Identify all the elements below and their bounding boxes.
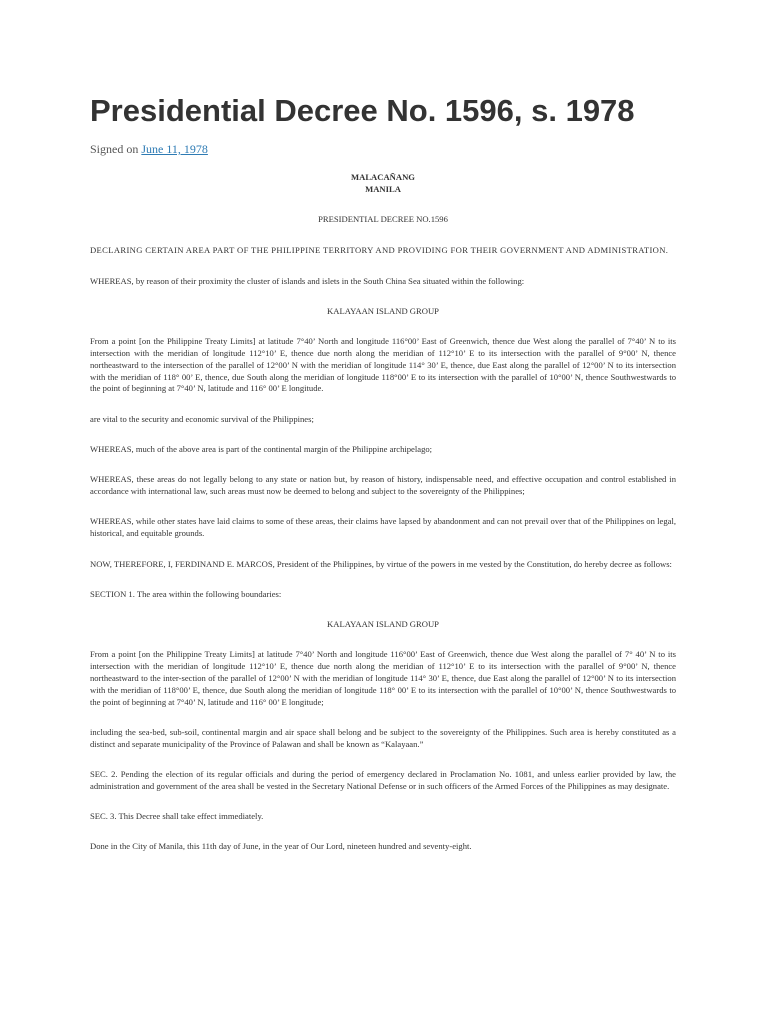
signed-prefix: Signed on	[90, 142, 139, 156]
header-manila: MANILA	[365, 183, 401, 194]
vital-paragraph: are vital to the security and economic survival of the Philippines;	[90, 413, 314, 424]
section-2-paragraph: SEC. 2. Pending the election of its regular officials and during the period of emergency declared in Proclamation No. 1081, and unless earlier provided by law, the administration and government of the area shall be vested in the Secretary National Defense or in such officers of the Armed Forces of the Philippines as may designate.	[90, 769, 676, 791]
boundary-paragraph-1: From a point [on the Philippine Treaty Limits] at latitude 7°40’ North and longitude 116°00’ East of Greenwich, thence due West along the parallel of 7°40’ N to its intersection with the meridian of longitude 112°10’ E, thence due north along the meridian of 112°10’ E to its intersection with the parallel of 9°00’ N, thence northeastward to the intersection of the parallel of 12°00’ N with the meridian of longitude 114° 30’ E, thence, due East along the parallel of 12°00’ N to its intersection with the meridian of 118° 00’ E, thence, due South along the meridian of longitude 118°00’ E to its intersection with the parallel of 10°00’ N, thence Southwestwards to the point of beginning at 7°40’ N, latitude and 116° 00’ E longitude.	[90, 336, 676, 394]
now-therefore-paragraph: NOW, THEREFORE, I, FERDINAND E. MARCOS, President of the Philippines, by virtue of the powers in me vested by the Constitution, do hereby decree as follows:	[90, 558, 672, 569]
header-malacanang: MALACAÑANG	[351, 172, 415, 182]
page-title: Presidential Decree No. 1596, s. 1978	[90, 93, 635, 128]
whereas-paragraph-2: WHEREAS, much of the above area is part of the continental margin of the Philippine archipelago;	[90, 444, 433, 455]
whereas-paragraph-1: WHEREAS, by reason of their proximity the cluster of islands and islets in the South China Sea situated within the following:	[90, 275, 525, 286]
section-3-paragraph: SEC. 3. This Decree shall take effect immediately.	[90, 811, 264, 822]
group-heading-2: KALAYAAN ISLAND GROUP	[327, 619, 439, 630]
including-paragraph: including the sea-bed, sub-soil, continental margin and air space shall belong and be subject to the sovereignty of the Philippines. Such area is hereby constituted as a distinct and separate municipality of the Province of Palawan and shall be known as “Kalayaan.”	[90, 726, 676, 749]
whereas-paragraph-4: WHEREAS, while other states have laid claims to some of these areas, their claims have lapsed by abandonment and can not prevail over that of the Philippines on legal, historical, and equitable grounds.	[90, 516, 676, 539]
declaring-paragraph: DECLARING CERTAIN AREA PART OF THE PHILIPPINE TERRITORY AND PROVIDING FOR THEIR GOVERNMENT AND ADMINISTRATION.	[90, 245, 669, 256]
decree-number: PRESIDENTIAL DECREE NO.1596	[318, 213, 448, 224]
signed-line	[90, 141, 208, 157]
boundary-paragraph-2: From a point [on the Philippine Treaty Limits] at latitude 7°40’ North and longitude 116°00’ East of Greenwich, thence due West along the parallel of 7° 40’ N to its intersection with the meridian of longitude 112°10’ E, thence due north along the meridian of 112°10’ E to its intersection with the parallel of 9°00’ N, thence northeastward to the inter-section of the parallel of 12°00’ N with the meridian of longitude 114° 30’ E, thence, due East along the parallel of 12°00’ N to its intersection with the meridian of 118°00’ E, thence, due South along the meridian of longitude 118° 00’ E to its intersection with the parallel of 10°00’ N, thence Southwestwards to the point of beginning at 7°40’ N, latitude and 116° 00’ E longitude;	[90, 649, 676, 707]
decree-body	[90, 172, 676, 872]
section-1-paragraph: SECTION 1. The area within the following boundaries:	[90, 588, 282, 599]
group-heading-1: KALAYAAN ISLAND GROUP	[327, 305, 439, 316]
done-paragraph: Done in the City of Manila, this 11th day of June, in the year of Our Lord, nineteen hundred and seventy-eight.	[90, 841, 472, 852]
signed-date-link[interactable]: June 11, 1978	[141, 142, 208, 156]
whereas-paragraph-3: WHEREAS, these areas do not legally belong to any state or nation but, by reason of history, indispensable need, and effective occupation and control established in accordance with international law, such areas must now be deemed to belong and subject to the sovereignty of the Philippines;	[90, 474, 676, 497]
